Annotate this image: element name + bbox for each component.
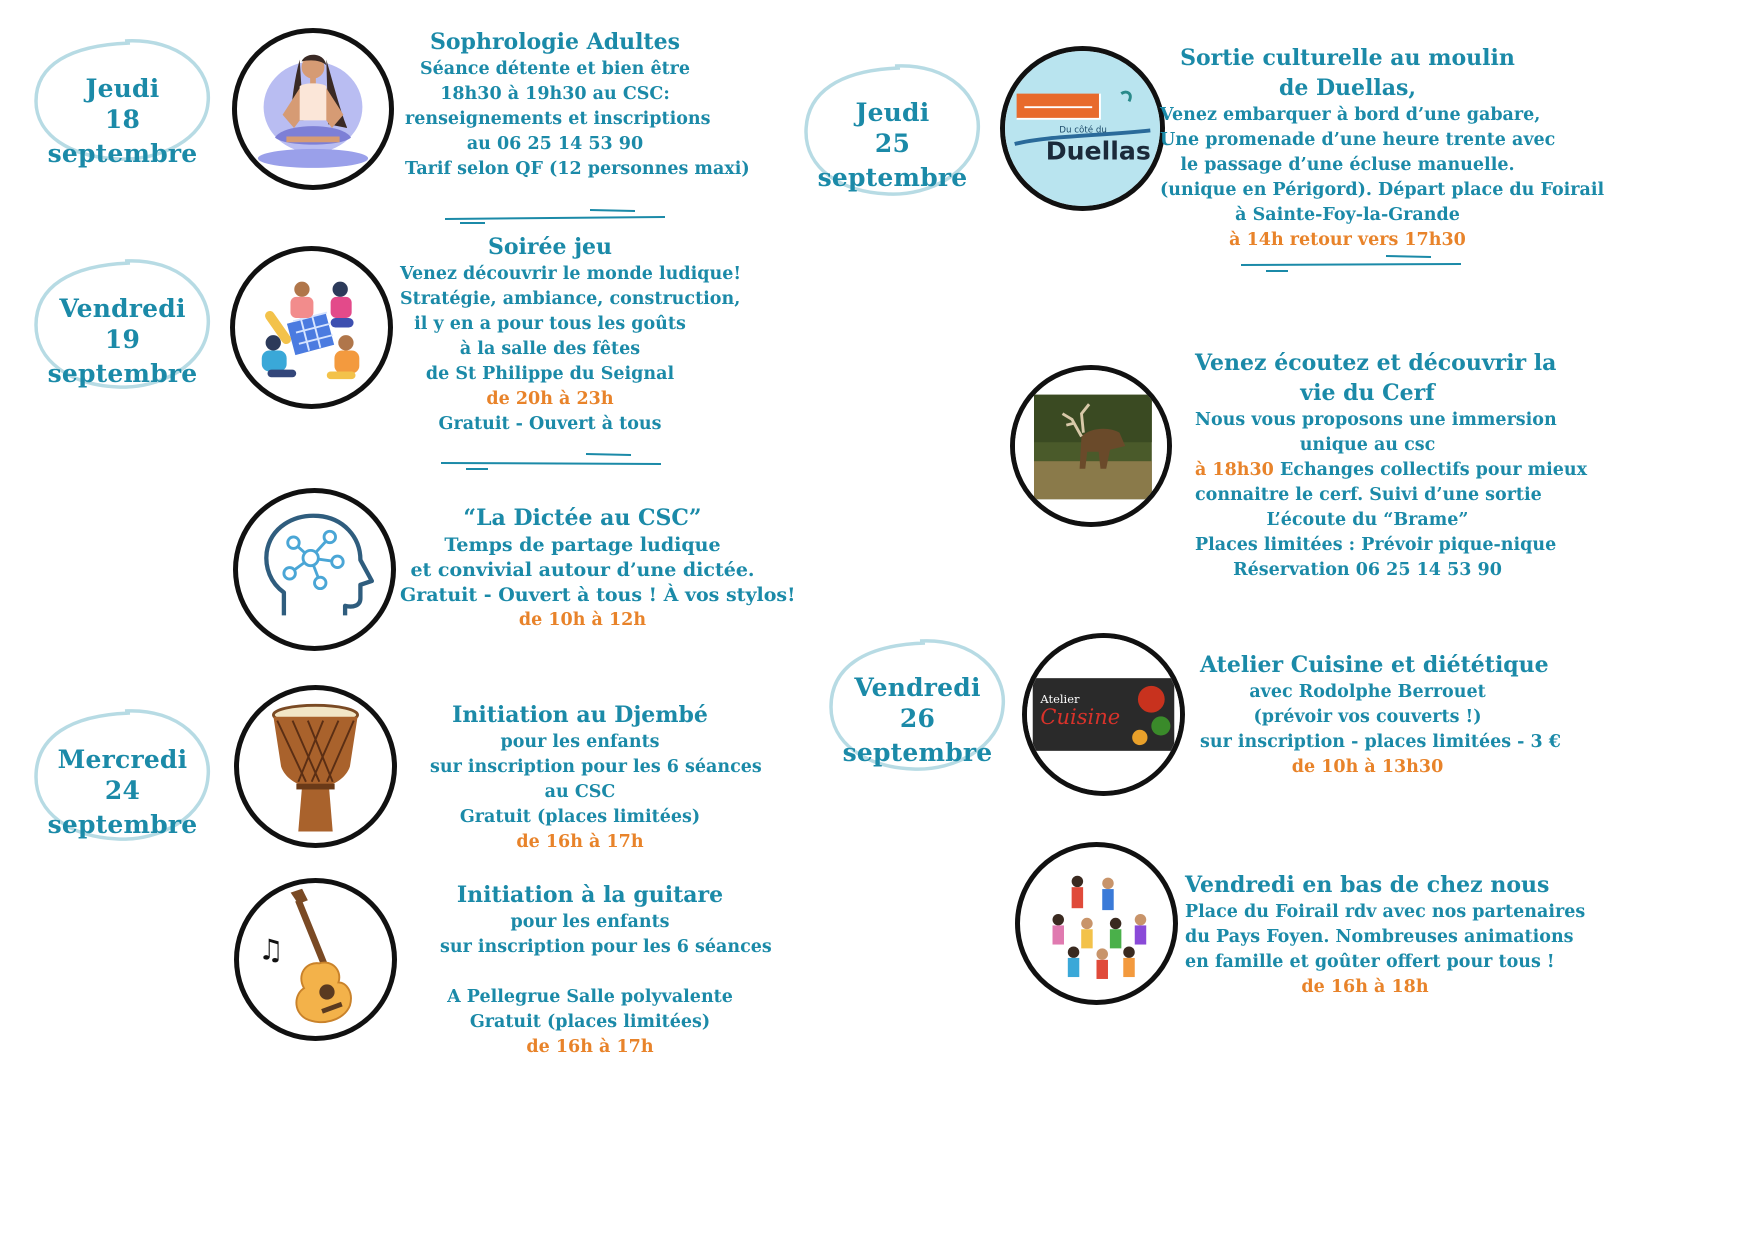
duellas-logo [1000,46,1165,211]
cuisine-photo [1022,633,1185,796]
event-time: à 14h retour vers 17h30 [1229,230,1466,250]
event-line: au CSC [544,782,616,802]
svg-text:♫: ♫ [258,932,284,967]
event-line: sur inscription pour les 6 séances [440,937,772,957]
day-badge-line2: 19 septembre [47,325,198,388]
day-badge-line2: 18 septembre [47,105,198,168]
event-line: Tarif selon QF (12 personnes maxi) [405,159,750,179]
event-title: “La Dictée au CSC” [463,505,702,531]
guitar-icon [234,878,397,1041]
event-title: Vendredi en bas de chez nous [1185,872,1550,898]
day-badge-line2: 26 septembre [842,704,993,767]
event-line: 18h30 à 19h30 au CSC: [440,84,670,104]
event-line: avec Rodolphe Berrouet [1249,682,1486,702]
event-line: Stratégie, ambiance, construction, [400,289,741,309]
event-title: de Duellas, [1278,75,1417,101]
event-line: Nous vous proposons une immersion [1195,410,1557,430]
deer-photo [1010,365,1172,527]
event-line: Venez embarquer à bord d’une gabare, [1160,105,1541,125]
event-line: Une promenade d’une heure trente avec [1160,130,1556,150]
event-line: Réservation 06 25 14 53 90 [1233,560,1502,580]
event-title: Initiation à la guitare [456,882,724,908]
event-line: du Pays Foyen. Nombreuses animations [1185,927,1574,947]
event-line: Gratuit - Ouvert à tous ! À vos stylos! [400,584,796,606]
event-duellas [1160,43,1605,253]
event-title: vie du Cerf [1300,380,1435,406]
event-title: Initiation au Djembé [452,702,708,728]
event-time: de 16h à 17h [526,1037,654,1057]
event-sophrologie [405,27,750,182]
event-title: Sortie culturelle au moulin [1180,45,1515,71]
event-line: Venez découvrir le monde ludique! [400,264,742,284]
event-line: (unique en Périgord). Départ place du Foirail [1160,180,1605,200]
event-line: renseignements et inscriptions [405,109,711,129]
day-badge-mercredi-24 [30,705,215,845]
event-line: Temps de partage ludique [444,534,721,556]
cuisine-img-big-text: Cuisine [1040,704,1121,730]
event-line: unique au csc [1299,435,1436,455]
event-time: de 16h à 18h [1301,977,1429,997]
event-line: il y en a pour tous les goûts [414,314,686,334]
event-line: à Sainte-Foy-la-Grande [1235,205,1460,225]
event-title: Venez écoutez et découvrir la [1195,350,1557,376]
event-time: de 10h à 13h30 [1291,757,1444,777]
brain-network-icon [233,488,396,651]
event-time: de 16h à 17h [516,832,644,852]
event-bas-de-chez-nous [1185,870,1586,1000]
duellas-logo-small-text: Du côté du [1059,125,1107,136]
cuisine-img-small-text: Atelier [1040,692,1080,707]
event-time: de 20h à 23h [486,389,614,409]
event-line: sur inscription - places limitées - 3 € [1200,732,1561,752]
crowd-icon [1015,842,1178,1005]
day-badge-vendredi-26 [825,635,1010,775]
event-time: à 18h30 [1195,460,1274,480]
day-badge-line1: Jeudi [85,74,160,103]
day-badge-line1: Vendredi [59,294,186,323]
board-game-icon [230,246,393,409]
event-title: Atelier Cuisine et diététique [1200,652,1549,678]
event-line: pour les enfants [500,732,660,752]
separator-1 [440,205,670,225]
event-line [1195,458,1588,483]
event-soiree-jeu [400,232,742,437]
event-cuisine [1200,650,1561,780]
event-line: (prévoir vos couverts !) [1253,707,1482,727]
separator-2 [436,448,666,472]
event-line: A Pellegrue Salle polyvalente [447,987,733,1007]
event-line: au 06 25 14 53 90 [466,134,644,154]
event-line: Gratuit (places limitées) [459,807,701,827]
event-line: à la salle des fêtes [459,339,641,359]
event-line: Places limitées : Prévoir pique-nique [1195,535,1557,555]
event-cerf [1195,348,1588,583]
day-badge-vendredi-19 [30,255,215,393]
day-badge-jeudi-25 [800,60,985,200]
day-badge-line2: 25 septembre [817,129,968,192]
event-line-rest: Echanges collectifs pour mieux [1273,460,1588,480]
event-line: Séance détente et bien être [419,59,691,79]
event-time: de 10h à 12h [518,610,647,630]
event-line: sur inscription pour les 6 séances [430,757,762,777]
event-line: de St Philippe du Seignal [425,364,675,384]
event-title: Soirée jeu [487,234,613,260]
day-badge-line2: 24 septembre [47,776,198,839]
event-line: et convivial autour d’une dictée. [410,559,755,581]
djembe-icon [234,685,397,848]
event-title: Sophrologie Adultes [430,29,680,55]
event-line: connaitre le cerf. Suivi d’une sortie [1195,485,1542,505]
event-line: en famille et goûter offert pour tous ! [1185,952,1555,972]
day-badge-jeudi-18 [30,35,215,168]
duellas-logo-big-text: Duellas [1045,136,1151,166]
event-line: pour les enfants [510,912,670,932]
event-djembe [430,700,762,855]
separator-3 [1236,250,1466,274]
event-line: L’écoute du “Brame” [1266,510,1469,530]
event-footer: Gratuit - Ouvert à tous [438,414,662,434]
event-dictee [400,503,796,633]
event-line: Place du Foirail rdv avec nos partenaires [1185,902,1586,922]
event-guitare [440,880,772,1060]
day-badge-line1: Jeudi [855,98,930,127]
day-badge-line1: Vendredi [854,673,981,702]
day-badge-line1: Mercredi [57,745,188,774]
meditation-icon [232,28,394,190]
event-line: Gratuit (places limitées) [469,1012,711,1032]
event-line: le passage d’une écluse manuelle. [1180,155,1515,175]
